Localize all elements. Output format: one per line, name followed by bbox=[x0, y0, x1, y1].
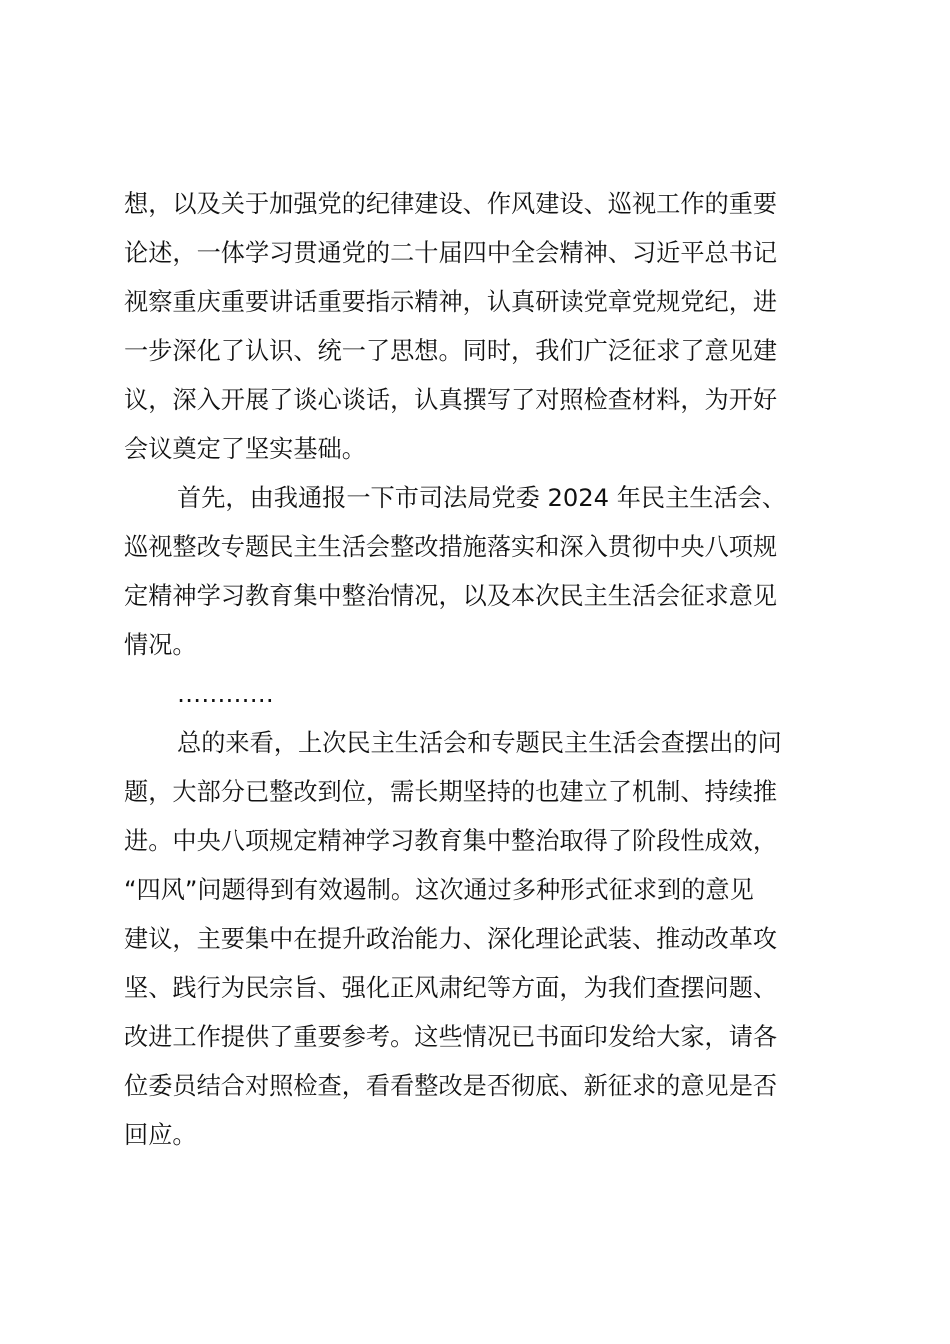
paragraph-3-line-7: 改进工作提供了重要参考。这些情况已书面印发给大家，请各 bbox=[124, 1023, 778, 1051]
paragraph-3-line-3: 进。中央八项规定精神学习教育集中整治取得了阶段性成效， bbox=[124, 827, 778, 855]
paragraph-3-line-1: 总的来看，上次民主生活会和专题民主生活会查摆出的问 bbox=[177, 729, 782, 757]
paragraph-1-line-3: 视察重庆重要讲话重要指示精神，认真研读党章党规党纪，进 bbox=[124, 288, 778, 316]
paragraph-3-line-2: 题，大部分已整改到位，需长期坚持的也建立了机制、持续推 bbox=[124, 778, 778, 806]
paragraph-3-line-8: 位委员结合对照检查，看看整改是否彻底、新征求的意见是否 bbox=[124, 1072, 778, 1100]
paragraph-2-line-4: 情况。 bbox=[124, 631, 197, 659]
ellipsis-separator: ………… bbox=[177, 680, 274, 708]
paragraph-2-line-2: 巡视整改专题民主生活会整改措施落实和深入贯彻中央八项规 bbox=[124, 533, 778, 561]
paragraph-1-line-5: 议，深入开展了谈心谈话，认真撰写了对照检查材料，为开好 bbox=[124, 386, 778, 414]
paragraph-1-line-2: 论述，一体学习贯通党的二十届四中全会精神、习近平总书记 bbox=[124, 239, 778, 267]
paragraph-3-line-5: 建议，主要集中在提升政治能力、深化理论武装、推动改革攻 bbox=[124, 925, 778, 953]
paragraph-3-line-4: “四风”问题得到有效遏制。这次通过多种形式征求到的意见 bbox=[124, 876, 754, 904]
paragraph-3-line-9: 回应。 bbox=[124, 1121, 197, 1149]
paragraph-2-line-1: 首先，由我通报一下市司法局党委 2024 年民主生活会、 bbox=[177, 484, 787, 512]
paragraph-1-line-4: 一步深化了认识、统一了思想。同时，我们广泛征求了意见建 bbox=[124, 337, 778, 365]
paragraph-2-line-3: 定精神学习教育集中整治情况，以及本次民主生活会征求意见 bbox=[124, 582, 778, 610]
paragraph-3-line-6: 坚、践行为民宗旨、强化正风肃纪等方面，为我们查摆问题、 bbox=[124, 974, 778, 1002]
paragraph-1-line-1: 想，以及关于加强党的纪律建设、作风建设、巡视工作的重要 bbox=[124, 190, 778, 218]
paragraph-1-line-6: 会议奠定了坚实基础。 bbox=[124, 435, 366, 463]
